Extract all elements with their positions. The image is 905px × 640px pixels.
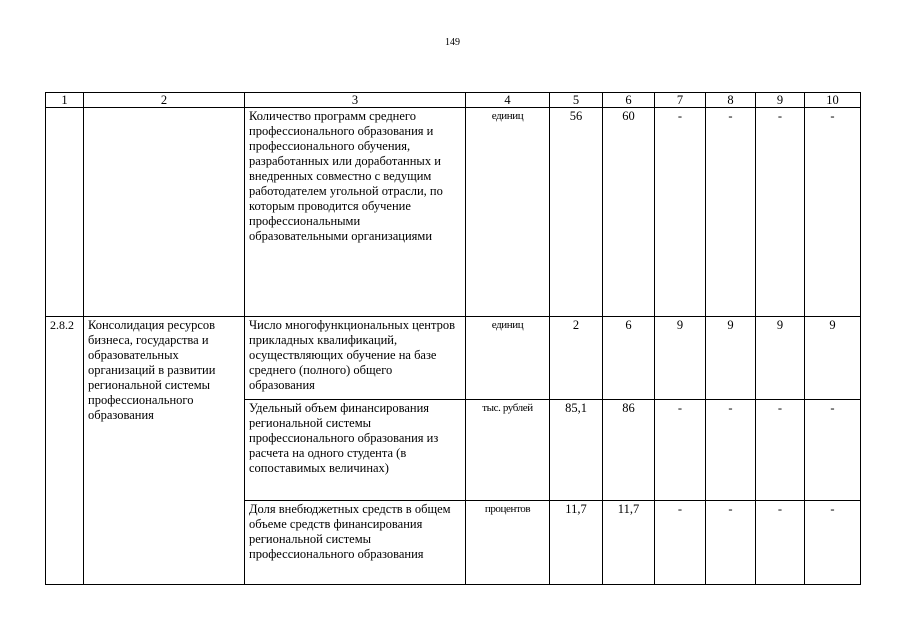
row-value: 9 xyxy=(756,317,805,400)
header-cell: 5 xyxy=(550,93,603,108)
row-value: - xyxy=(756,501,805,585)
header-cell: 9 xyxy=(756,93,805,108)
table-header-row xyxy=(46,93,861,108)
row-indicator: Количество программ среднего профессионального образования и профессионального обучения, разработанных или доработанных и внедренных совместно с ведущим работодателем угольной отрасли, по которым проводится обучение профессиональными образовательными организациями xyxy=(245,108,466,317)
row-value: 86 xyxy=(603,400,655,501)
indicators-table xyxy=(45,92,861,585)
header-cell: 3 xyxy=(245,93,466,108)
row-name xyxy=(84,108,245,317)
row-value: 56 xyxy=(550,108,603,317)
row-code xyxy=(46,108,84,317)
row-value: - xyxy=(805,108,861,317)
header-cell: 10 xyxy=(805,93,861,108)
row-value: 60 xyxy=(603,108,655,317)
row-name: Консолидация ресурсов бизнеса, государства и образовательных организаций в развитии региональной системы профессионального образования xyxy=(84,317,245,585)
row-indicator: Доля внебюджетных средств в общем объеме средств финансирования региональной системы профессионального образования xyxy=(245,501,466,585)
row-value: 6 xyxy=(603,317,655,400)
header-cell: 7 xyxy=(655,93,706,108)
header-cell: 4 xyxy=(466,93,550,108)
row-unit: процентов xyxy=(466,501,550,585)
row-value: - xyxy=(756,400,805,501)
row-value: 2 xyxy=(550,317,603,400)
header-cell: 8 xyxy=(706,93,756,108)
row-indicator: Удельный объем финансирования региональной системы профессионального образования из расчета на одного студента (в сопоставимых величинах) xyxy=(245,400,466,501)
row-value: 85,1 xyxy=(550,400,603,501)
row-value: 9 xyxy=(706,317,756,400)
row-value: - xyxy=(655,108,706,317)
row-value: - xyxy=(706,501,756,585)
header-cell: 2 xyxy=(84,93,245,108)
row-value: - xyxy=(655,501,706,585)
row-unit: единиц xyxy=(466,108,550,317)
row-unit: тыс. рублей xyxy=(466,400,550,501)
row-unit: единиц xyxy=(466,317,550,400)
row-value: 11,7 xyxy=(603,501,655,585)
header-cell: 1 xyxy=(46,93,84,108)
table-row xyxy=(46,108,861,317)
row-value: - xyxy=(655,400,706,501)
row-value: - xyxy=(805,501,861,585)
row-code: 2.8.2 xyxy=(46,317,84,585)
row-value: 9 xyxy=(805,317,861,400)
row-value: - xyxy=(706,108,756,317)
row-value: - xyxy=(805,400,861,501)
row-value: 9 xyxy=(655,317,706,400)
page-number: 149 xyxy=(445,37,460,48)
row-value: - xyxy=(706,400,756,501)
row-value: - xyxy=(756,108,805,317)
row-value: 11,7 xyxy=(550,501,603,585)
table-row xyxy=(46,317,861,400)
header-cell: 6 xyxy=(603,93,655,108)
row-indicator: Число многофункциональных центров прикладных квалификаций, осуществляющих обучение на базе среднего (полного) общего образования xyxy=(245,317,466,400)
